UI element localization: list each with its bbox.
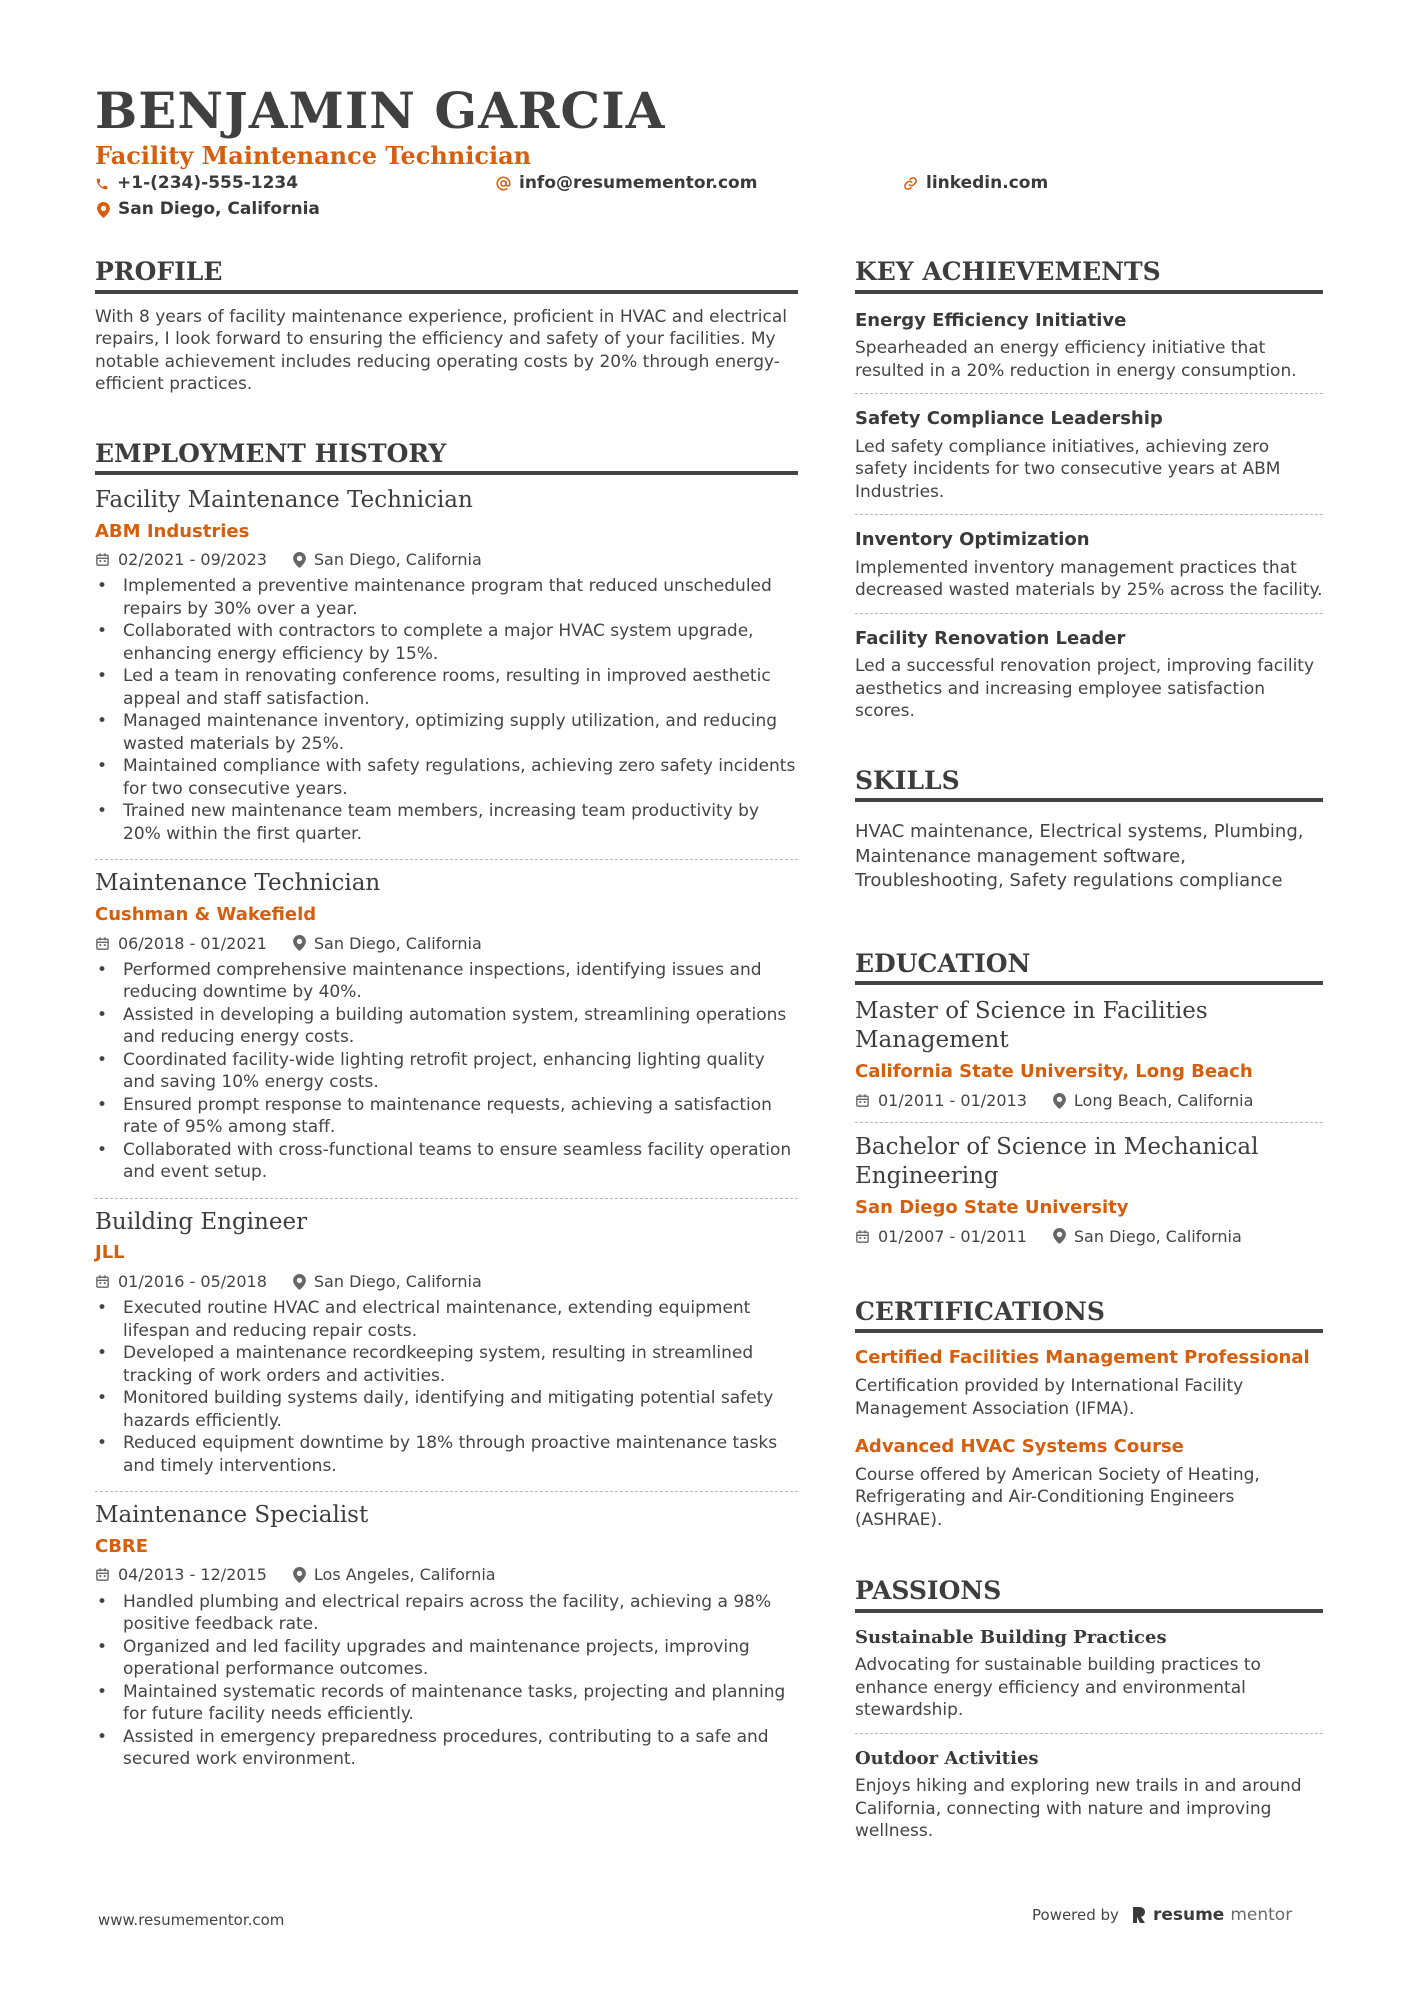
contact-phone[interactable] xyxy=(95,175,298,192)
location-pin-icon xyxy=(1053,1093,1066,1109)
date-range xyxy=(95,1272,267,1291)
powered-by-text: Powered by xyxy=(1032,1906,1119,1924)
list-item: • Coordinated facility-wide lighting retrofit project, enhancing lighting quality and saving 10% energy costs. xyxy=(95,1049,798,1094)
candidate-name: BENJAMIN GARCIA xyxy=(95,81,666,140)
meta-row xyxy=(855,1227,1323,1246)
profile-section xyxy=(95,258,798,396)
job-title: Building Engineer xyxy=(95,1208,308,1235)
divider xyxy=(855,514,1323,515)
passion-text: Advocating for sustainable building practices to enhance energy efficiency and environmental stewardship. xyxy=(855,1655,1261,1721)
location-pin-icon xyxy=(293,1567,306,1583)
right-column xyxy=(855,258,1323,1843)
passion-title: Outdoor Activities xyxy=(855,1747,1039,1769)
company-name: Cushman & Wakefield xyxy=(95,903,317,925)
date-range xyxy=(95,550,267,569)
list-item: • Ensured prompt response to maintenance requests, achieving a satisfaction rate of 95% among staff. xyxy=(95,1094,798,1139)
certification-text: Course offered by American Society of Heating, Refrigerating and Air-Conditioning Engineers (ASHRAE). xyxy=(855,1464,1260,1530)
location-pin-icon xyxy=(97,202,110,218)
date-text: 01/2011 - 01/2013 xyxy=(878,1090,1027,1110)
achievements-list xyxy=(855,294,1323,723)
list-item: • Led a team in renovating conference rooms, resulting in improved aesthetic appeal and staff satisfaction. xyxy=(95,665,798,710)
divider xyxy=(95,1198,798,1199)
employment-section xyxy=(95,440,798,1771)
list-item: • Assisted in developing a building automation system, streamlining operations and reducing energy costs. xyxy=(95,1004,798,1049)
degree-title: Master of Science in Facilities Management xyxy=(855,998,1208,1054)
location-text: San Diego, California xyxy=(313,550,482,570)
achievement-title: Inventory Optimization xyxy=(855,529,1090,551)
list-item: • Managed maintenance inventory, optimizing supply utilization, and reducing wasted materials by 25%. xyxy=(95,710,798,755)
education-heading: EDUCATION xyxy=(855,950,1323,986)
certification-item xyxy=(855,1436,1323,1531)
divider xyxy=(855,393,1323,394)
passion-title: Sustainable Building Practices xyxy=(855,1626,1167,1648)
contact-linkedin[interactable] xyxy=(903,175,1048,192)
education-section xyxy=(855,950,1323,1246)
job-entry xyxy=(95,870,798,1183)
profile-heading: PROFILE xyxy=(95,258,798,294)
location-pin-icon xyxy=(1053,1228,1066,1244)
divider xyxy=(855,1122,1323,1123)
location-text: Long Beach, California xyxy=(1073,1090,1254,1110)
meta-row xyxy=(95,550,798,569)
location-text: Los Angeles, California xyxy=(313,1565,496,1585)
school-name: San Diego State University xyxy=(855,1197,1129,1219)
achievement-item xyxy=(855,529,1323,602)
list-item: • Handled plumbing and electrical repairs across the facility, achieving a 98% positive feedback rate. xyxy=(95,1591,798,1636)
candidate-title: Facility Maintenance Technician xyxy=(95,141,532,170)
date-range xyxy=(95,934,267,953)
meta-location xyxy=(1053,1091,1254,1110)
list-item: • Organized and led facility upgrades and maintenance projects, improving operational performance outcomes. xyxy=(95,1636,798,1681)
meta-location xyxy=(293,934,482,953)
list-item: • Maintained compliance with safety regulations, achieving zero safety incidents for two consecutive years. xyxy=(95,755,798,800)
company-name: JLL xyxy=(95,1242,125,1264)
list-item: • Assisted in emergency preparedness procedures, contributing to a safe and secured work environment. xyxy=(95,1726,798,1771)
left-column xyxy=(95,258,798,1771)
list-item: • Performed comprehensive maintenance inspections, identifying issues and reducing downtime by 40%. xyxy=(95,959,798,1004)
brand-mark-icon xyxy=(1131,1906,1147,1924)
company-name: CBRE xyxy=(95,1535,149,1557)
divider xyxy=(855,613,1323,614)
achievement-item xyxy=(855,628,1323,723)
job-bullets xyxy=(95,1591,798,1771)
calendar-icon xyxy=(95,552,110,567)
achievements-section xyxy=(855,258,1323,723)
certification-title: Certified Facilities Management Professional xyxy=(855,1347,1310,1369)
list-item: • Monitored building systems daily, identifying and mitigating potential safety hazards efficiently. xyxy=(95,1387,798,1432)
list-item: • Executed routine HVAC and electrical maintenance, extending equipment lifespan and reducing repair costs. xyxy=(95,1297,798,1342)
achievement-title: Energy Efficiency Initiative xyxy=(855,309,1127,331)
list-item: • Implemented a preventive maintenance program that reduced unscheduled repairs by 30% over a year. xyxy=(95,575,798,620)
date-range xyxy=(855,1091,1027,1110)
list-item: • Maintained systematic records of maintenance tasks, projecting and planning for future facility needs efficiently. xyxy=(95,1681,798,1726)
education-list xyxy=(855,985,1323,1246)
passion-item xyxy=(855,1748,1323,1843)
achievement-item xyxy=(855,408,1323,503)
divider xyxy=(855,1733,1323,1734)
at-sign-icon xyxy=(496,176,511,191)
date-text: 01/2007 - 01/2011 xyxy=(878,1226,1027,1246)
certification-text: Certification provided by International Facility Management Association (IFMA). xyxy=(855,1376,1244,1419)
job-bullets xyxy=(95,1297,798,1477)
location-text: San Diego, California xyxy=(1073,1226,1242,1246)
footer-powered xyxy=(1032,1905,1292,1925)
meta-location xyxy=(293,550,482,569)
meta-row xyxy=(855,1091,1323,1110)
achievement-text: Implemented inventory management practices that decreased wasted materials by 25% across the facility. xyxy=(855,557,1323,601)
achievement-text: Spearheaded an energy efficiency initiative that resulted in a 20% reduction in energy consumption. xyxy=(855,338,1297,381)
list-item: • Reduced equipment downtime by 18% through proactive maintenance tasks and timely interventions. xyxy=(95,1432,798,1477)
location-text: San Diego, California xyxy=(118,199,320,219)
list-item: • Collaborated with contractors to complete a major HVAC system upgrade, enhancing energy efficiency by 15%. xyxy=(95,620,798,665)
certification-title: Advanced HVAC Systems Course xyxy=(855,1436,1184,1458)
job-title: Facility Maintenance Technician xyxy=(95,487,473,513)
certification-item xyxy=(855,1347,1323,1420)
date-text: 02/2021 - 09/2023 xyxy=(118,550,267,570)
date-text: 01/2016 - 05/2018 xyxy=(118,1271,267,1291)
footer-website[interactable]: www.resumementor.com xyxy=(98,1911,285,1929)
linkedin-text: linkedin.com xyxy=(926,173,1049,193)
education-item xyxy=(855,997,1323,1110)
link-icon xyxy=(903,176,918,191)
calendar-icon xyxy=(855,1093,870,1108)
passions-section xyxy=(855,1577,1323,1843)
education-item xyxy=(855,1133,1323,1246)
location-pin-icon xyxy=(293,552,306,568)
achievement-title: Facility Renovation Leader xyxy=(855,627,1126,649)
location-pin-icon xyxy=(293,1274,306,1290)
job-bullets xyxy=(95,575,798,845)
email-text: info@resumementor.com xyxy=(519,173,758,193)
meta-row xyxy=(95,1565,798,1584)
achievement-text: Led a successful renovation project, improving facility aesthetics and increasing employee satisfaction scores. xyxy=(855,656,1315,722)
job-entry xyxy=(95,1502,798,1770)
divider xyxy=(95,1491,798,1492)
job-title: Maintenance Specialist xyxy=(95,1502,369,1529)
location-text: San Diego, California xyxy=(313,1271,482,1291)
passions-list xyxy=(855,1613,1323,1843)
profile-text: With 8 years of facility maintenance experience, proficient in HVAC and electrical repairs, I look forward to ensuring the efficiency and safety of your facilities. My notable achievement includes reducing operating costs by 20% through energy-efficient practices. xyxy=(95,306,788,394)
list-item: • Developed a maintenance recordkeeping system, resulting in streamlined tracking of work orders and activities. xyxy=(95,1342,798,1387)
brand-logo[interactable] xyxy=(1131,1905,1292,1925)
job-title: Maintenance Technician xyxy=(95,870,381,897)
skills-heading: SKILLS xyxy=(855,767,1323,803)
achievement-text: Led safety compliance initiatives, achieving zero safety incidents for two consecutive years at ABM Industries. xyxy=(855,436,1281,502)
job-entry xyxy=(95,1209,798,1477)
date-text: 04/2013 - 12/2015 xyxy=(118,1565,267,1585)
certifications-heading: CERTIFICATIONS xyxy=(855,1298,1323,1334)
date-range xyxy=(95,1565,267,1584)
location-text: San Diego, California xyxy=(313,933,482,953)
contact-location xyxy=(97,201,320,218)
meta-location xyxy=(293,1272,482,1291)
list-item: • Trained new maintenance team members, increasing team productivity by 20% within the first quarter. xyxy=(95,800,798,845)
meta-row xyxy=(95,934,798,953)
achievements-heading: KEY ACHIEVEMENTS xyxy=(855,258,1323,294)
phone-text: +1-(234)-555-1234 xyxy=(117,173,299,193)
date-text: 06/2018 - 01/2021 xyxy=(118,933,267,953)
jobs-list xyxy=(95,475,798,1771)
achievement-title: Safety Compliance Leadership xyxy=(855,408,1163,430)
list-item: • Collaborated with cross-functional teams to ensure seamless facility operation and event setup. xyxy=(95,1139,798,1184)
meta-location xyxy=(1053,1227,1242,1246)
school-name: California State University, Long Beach xyxy=(855,1061,1253,1083)
calendar-icon xyxy=(95,1567,110,1582)
job-entry xyxy=(95,487,798,845)
calendar-icon xyxy=(855,1229,870,1244)
company-name: ABM Industries xyxy=(95,520,250,542)
contact-email[interactable] xyxy=(496,175,757,192)
passion-item xyxy=(855,1627,1323,1722)
employment-heading: EMPLOYMENT HISTORY xyxy=(95,440,798,476)
passions-heading: PASSIONS xyxy=(855,1577,1323,1613)
date-range xyxy=(855,1227,1027,1246)
meta-row xyxy=(95,1272,798,1291)
brand-name-part2: mentor xyxy=(1230,1905,1293,1925)
passion-text: Enjoys hiking and exploring new trails in and around California, connecting with nature and improving wellness. xyxy=(855,1776,1302,1842)
certifications-list xyxy=(855,1333,1323,1531)
skills-text: HVAC maintenance, Electrical systems, Plumbing, Maintenance management software, Troubleshooting, Safety regulations compliance xyxy=(855,821,1304,892)
job-bullets xyxy=(95,959,798,1184)
brand-name-part1: resume xyxy=(1152,1905,1225,1925)
divider xyxy=(95,859,798,860)
meta-location xyxy=(293,1565,496,1584)
achievement-item xyxy=(855,310,1323,383)
calendar-icon xyxy=(95,1274,110,1289)
location-pin-icon xyxy=(293,935,306,951)
phone-icon xyxy=(95,177,109,191)
skills-section xyxy=(855,767,1323,894)
degree-title: Bachelor of Science in Mechanical Engineering xyxy=(855,1134,1259,1190)
certifications-section xyxy=(855,1298,1323,1531)
calendar-icon xyxy=(95,936,110,951)
